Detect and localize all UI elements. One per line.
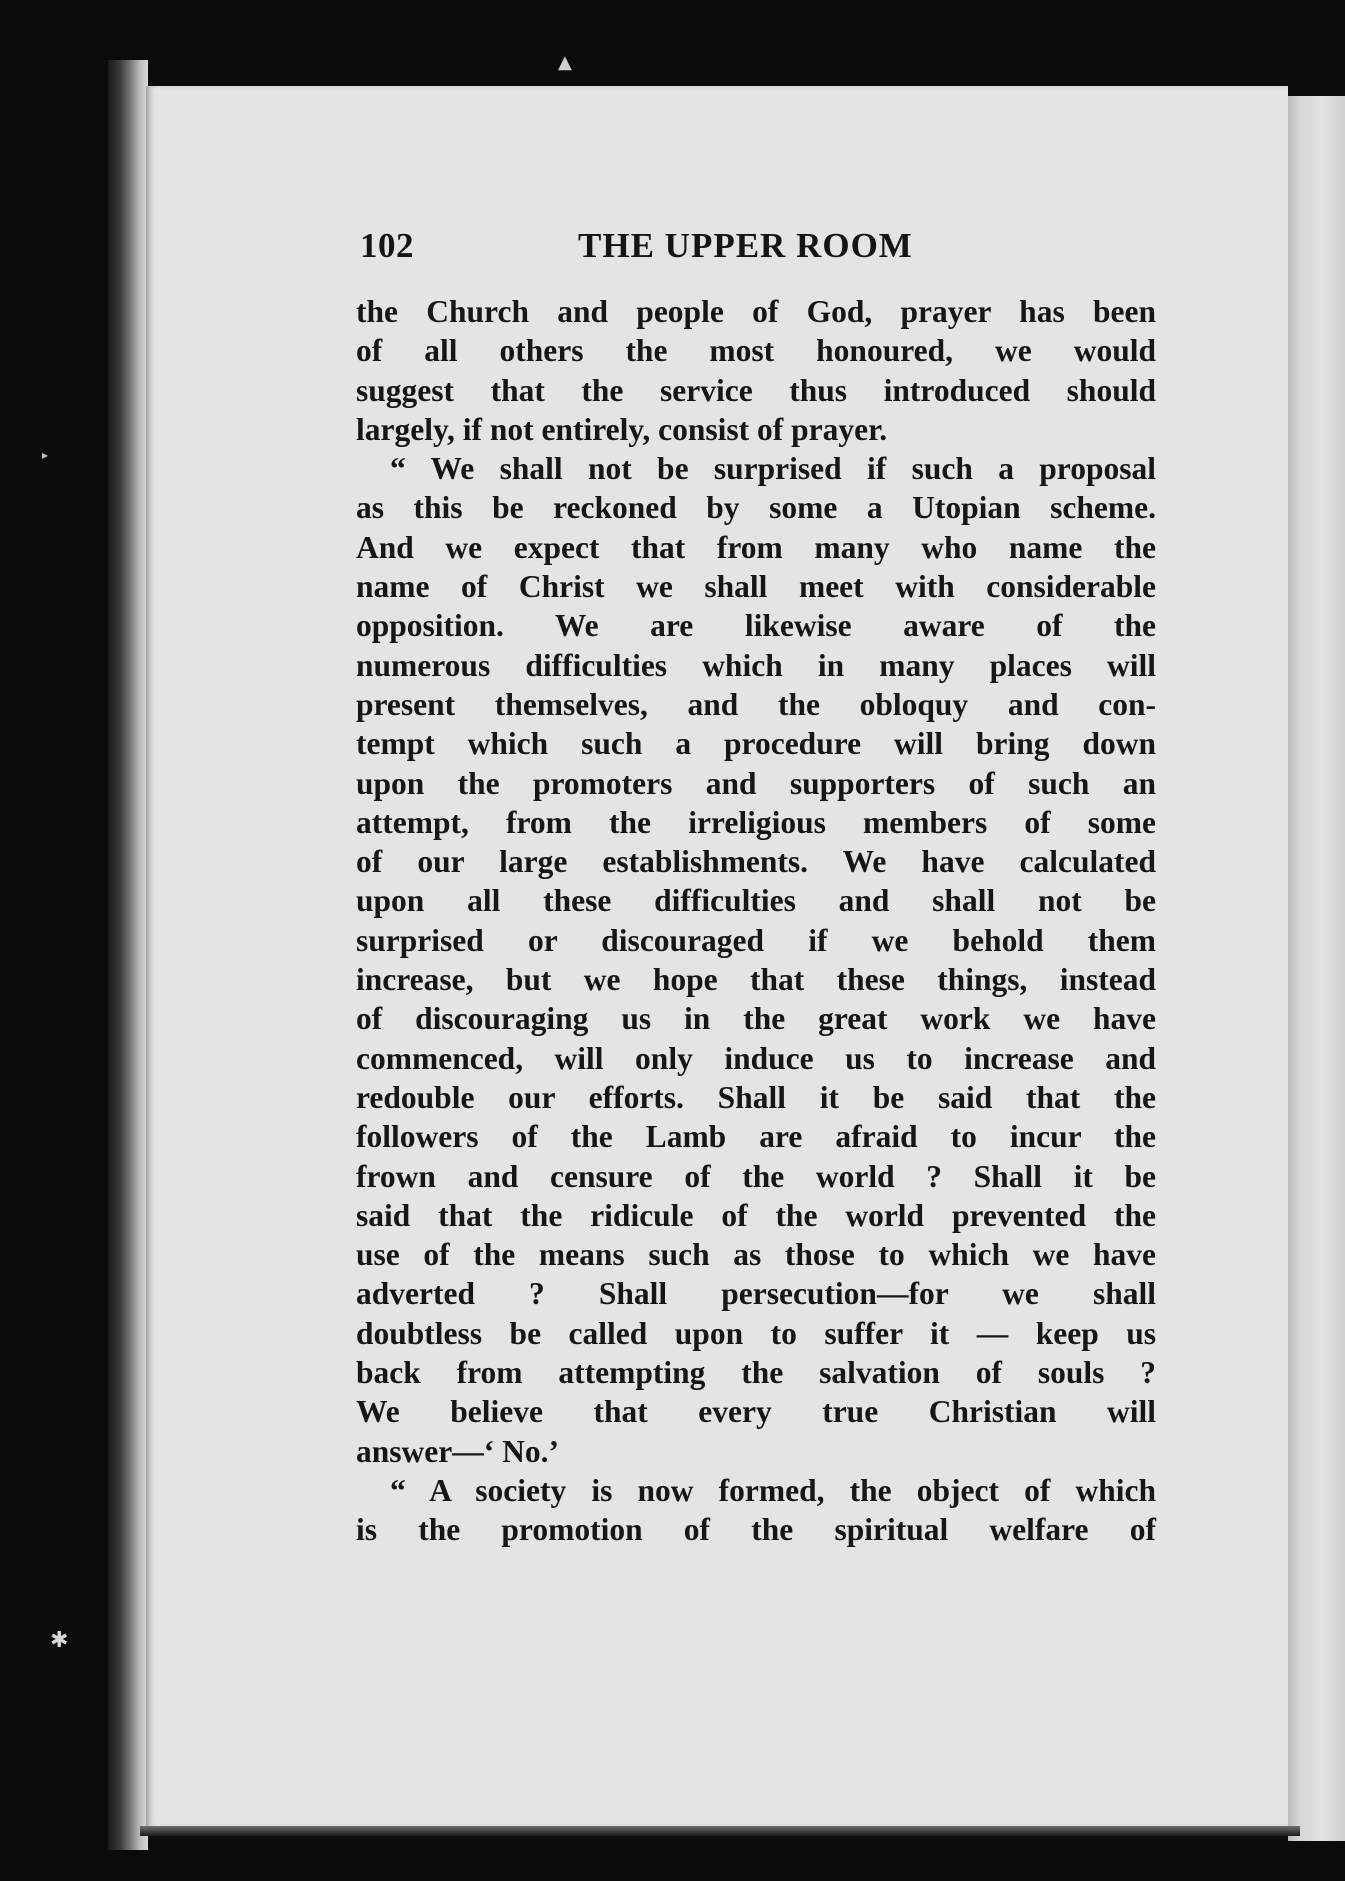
text-line: the Church and people of God, prayer has been	[356, 294, 1156, 329]
text-line: of all others the most honoured, we would	[356, 333, 1156, 369]
book-spine-edge	[108, 60, 148, 1850]
page-bottom-edge	[140, 1826, 1300, 1836]
text-line: increase, but we hope that these things, instead	[356, 962, 1156, 998]
text-line: “ We shall not be surprised if such a proposal	[390, 451, 1156, 487]
text-line: redouble our efforts. Shall it be said that the	[356, 1079, 1156, 1115]
text-line: of discouraging us in the great work we have	[356, 1001, 1156, 1037]
text-line: frown and censure of the world ? Shall it be	[356, 1158, 1156, 1194]
text-line: upon all these difficulties and shall not be	[356, 883, 1156, 919]
running-title: THE UPPER ROOM	[578, 226, 913, 265]
text-line: is the promotion of the spiritual welfare of	[356, 1512, 1156, 1548]
text-line: said that the ridicule of the world prevented the	[356, 1197, 1156, 1233]
scan-speck: ▲	[558, 52, 572, 73]
text-line: suggest that the service thus introduced should	[356, 372, 1156, 408]
text-line: opposition. We are likewise aware of the	[356, 608, 1156, 644]
text-line: numerous difficulties which in many places will	[356, 647, 1156, 683]
text-line: tempt which such a procedure will bring down	[356, 726, 1156, 762]
scan-speck: ✱	[50, 1628, 69, 1653]
text-line: commenced, will only induce us to increase and	[356, 1040, 1156, 1076]
facing-page-edge	[1288, 96, 1345, 1841]
text-line: answer—‘ No.’	[356, 1433, 559, 1469]
text-line: back from attempting the salvation of souls ?	[356, 1355, 1156, 1391]
text-line: adverted ? Shall persecution—for we shall	[356, 1276, 1156, 1312]
text-line: upon the promoters and supporters of such an	[356, 765, 1156, 801]
running-head	[360, 226, 940, 270]
text-line: of our large establishments. We have calculated	[356, 844, 1156, 880]
text-line: surprised or discouraged if we behold them	[356, 922, 1156, 958]
text-line: And we expect that from many who name the	[356, 529, 1156, 565]
text-line: largely, if not entirely, consist of prayer.	[356, 411, 888, 447]
text-line: name of Christ we shall meet with considerable	[356, 569, 1156, 605]
body-text	[356, 292, 1156, 1550]
scan-speck: ▸	[42, 448, 49, 462]
text-line: followers of the Lamb are afraid to incur the	[356, 1119, 1156, 1155]
text-line: We believe that every true Christian will	[356, 1394, 1156, 1430]
text-line: use of the means such as those to which we have	[356, 1237, 1156, 1273]
text-line: doubtless be called upon to suffer it — keep us	[356, 1315, 1156, 1351]
text-line: “ A society is now formed, the object of which	[390, 1472, 1156, 1508]
text-line: attempt, from the irreligious members of some	[356, 804, 1156, 840]
text-line: as this be reckoned by some a Utopian scheme.	[356, 490, 1156, 526]
text-line: present themselves, and the obloquy and con-	[356, 686, 1156, 722]
page-number: 102	[360, 226, 414, 265]
